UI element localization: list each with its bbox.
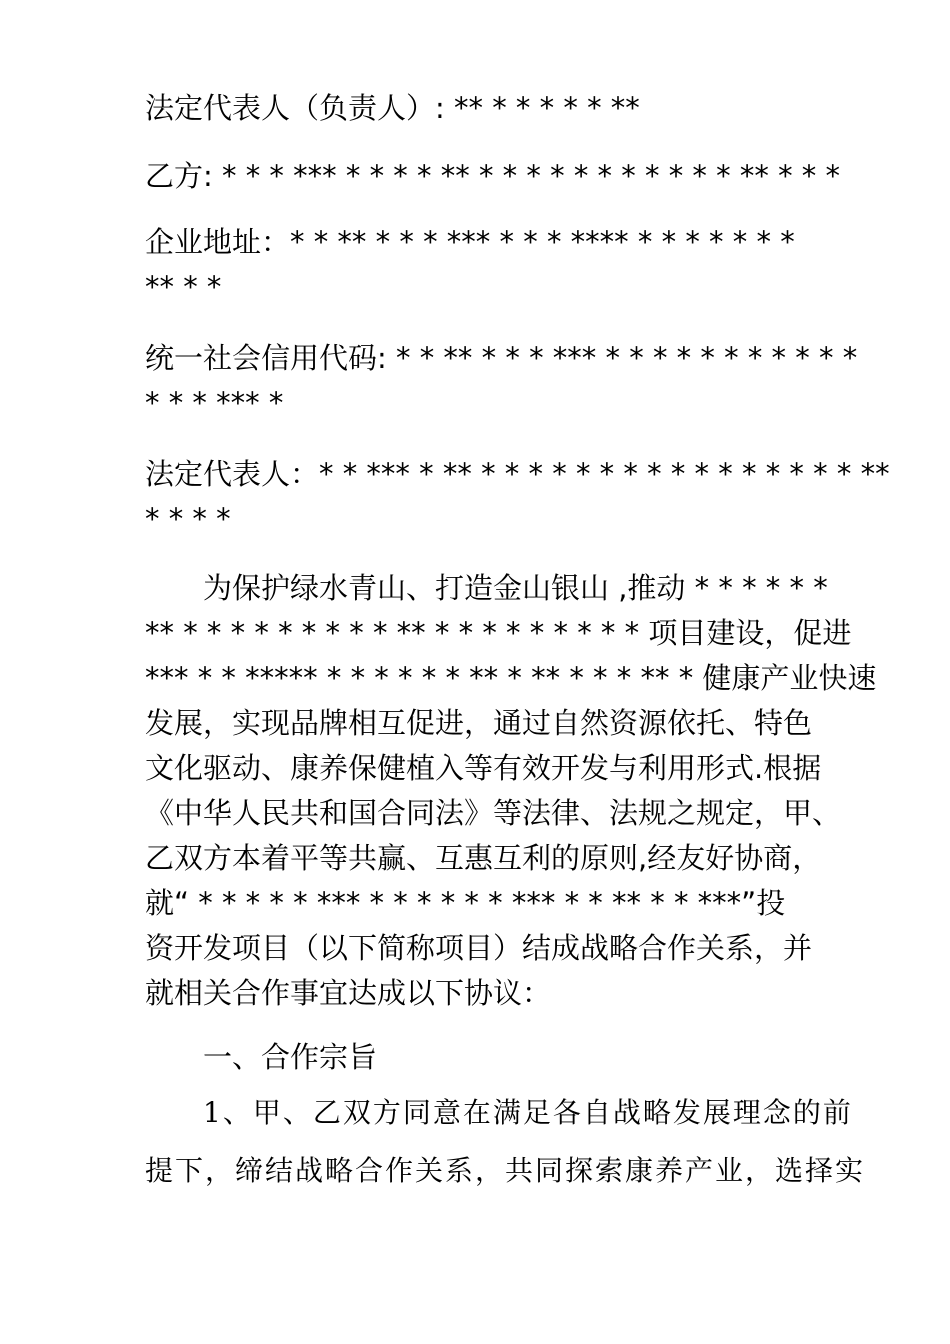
company-address-line-1: 企业地址：* * ** * * * *** * * * **** * * * * * * * xyxy=(145,225,795,259)
intro-line-5: 文化驱动、康养保健植入等有效开发与利用形式.根据 xyxy=(145,751,822,785)
credit-code-line-1: 统一社会信用代码: * * ** * * * *** * * * * * * * * * * * xyxy=(145,341,858,375)
legal-representative-b-line-1: 法定代表人：* * *** * ** * * * * * * * * * * * * * * * * ** xyxy=(145,457,890,491)
credit-code xyxy=(145,336,858,426)
intro-line-8: 就“ * * * * * *** * * * * * * *** * * ** * * ***”投 xyxy=(145,886,786,920)
clause-1-line-2: 提下，缔结战略合作关系，共同探索康养产业，选择实 xyxy=(145,1154,866,1187)
company-address xyxy=(145,220,810,310)
legal-representative-b-line-2: * * * * xyxy=(145,502,231,536)
credit-code-line-2: * * * *** * xyxy=(145,386,284,420)
legal-representative-a: 法定代表人（负责人）: ** * * * * * ** xyxy=(145,91,640,125)
party-b-line: 乙方: * * * *** * * * * ** * * * * * * * * * * * ** * * * xyxy=(145,159,841,193)
company-address-line-2: ** * * xyxy=(145,270,222,304)
intro-line-10: 就相关合作事宜达成以下协议： xyxy=(145,976,552,1010)
intro-line-7: 乙双方本着平等共赢、互惠互利的原则,经友好协商， xyxy=(145,841,822,875)
intro-line-1: 为保护绿水青山、打造金山银山 ,推动 * * * * * * xyxy=(203,571,828,605)
intro-line-4: 发展，实现品牌相互促进，通过自然资源依托、特色 xyxy=(145,706,813,740)
intro-line-9: 资开发项目（以下简称项目）结成战略合作关系，并 xyxy=(145,931,813,965)
intro-line-2: ** * * * * * * * * * ** * * * * * * * * * 项目建设，促进 xyxy=(145,616,852,650)
intro-paragraph xyxy=(145,566,877,1016)
clause-1-line-1: 1、甲、乙双方同意在满足各自战略发展理念的前 xyxy=(203,1096,853,1129)
section-heading: 一、合作宗旨 xyxy=(203,1040,378,1074)
intro-line-3: *** * * ***** * * * * * * ** * ** * * * ** * 健康产业快速 xyxy=(145,661,877,695)
intro-line-6: 《中华人民共和国合同法》等法律、法规之规定，甲、 xyxy=(145,796,842,830)
legal-representative-b xyxy=(145,452,890,542)
clause-1 xyxy=(145,1084,866,1200)
